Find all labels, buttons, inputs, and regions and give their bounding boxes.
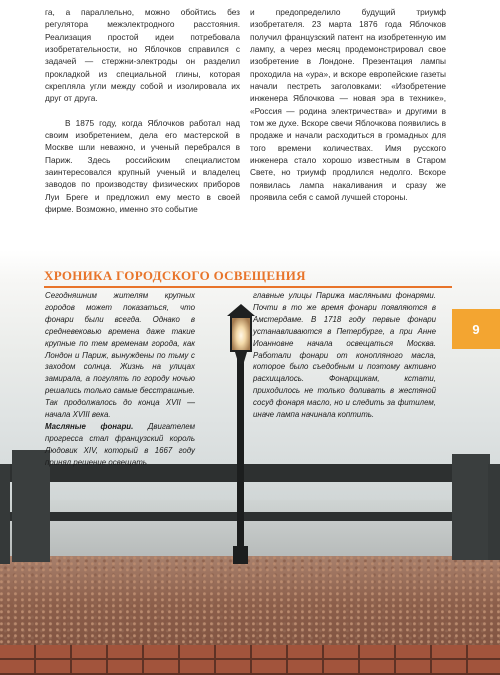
title-underline	[44, 286, 452, 288]
fence-post	[0, 464, 10, 564]
sidebar-text-left	[45, 290, 195, 469]
main-text	[0, 6, 500, 250]
paragraph-text: Двигателем прогресса стал французский король Людовик XIV, который в 1667 году принял решение освещать	[45, 421, 195, 467]
foggy-water	[0, 500, 500, 560]
page-number: 9	[452, 309, 500, 349]
fence-rail	[0, 512, 500, 521]
subheading: Масляные фонари.	[45, 421, 134, 431]
section-title: ХРОНИКА ГОРОДСКОГО ОСВЕЩЕНИЯ	[44, 268, 306, 283]
text-column-right	[250, 6, 446, 204]
text-column-left	[45, 6, 240, 216]
lamp-pole	[237, 350, 244, 564]
lamp-base	[233, 546, 248, 564]
paragraph	[45, 421, 195, 469]
fence-post	[488, 464, 500, 560]
brick-pavement	[0, 645, 500, 675]
sidebar-text-right	[253, 290, 436, 421]
paragraph: главные улицы Парижа масляными фонарями. Почти в то же время фонари появляются в Амстердаме. В 1718 году первые фонари устанавливаются в Петербурге, а при Анне Иоанновне начала освещаться Москва. Работали фонари от конопляного масла, которое было съедобным и поэтому активно расхищалось. Фонарщикам, кстати, приходилось не только доливать в жестяной сосуд фонаря масло, но и следить за фитилем, иначе лампа начинала коптить.	[253, 291, 436, 420]
paragraph: и предопределило будущий триумф изобретателя. 23 марта 1876 года Яблочков получил французский патент на изобретенную им лампу, а через месяц продемонстрировал свое изобретение в Лондоне. Презентация лампы проходила на «ура», и вскоре европейские газеты начали пестреть заголовками: «Изобретение инженера Яблочкова — новая эра в технике», «Россия — родина электричества» и другими в том же духе. Вскоре свечи Яблочкова появились в продаже и начали расходиться в громадных для того времени количествах. Имя русского инженера стало хорошо известным в Старом Свете, но триумф продлился недолго. Вскоре появилась лампа накаливания и сразу же проявила себя с самой лучшей стороны.	[250, 7, 446, 203]
paragraph: га, а параллельно, можно обойтись без регулятора межэлектродного расстояния. Реализация простой идеи потребовала изобретательности, но Яблочков справился с задачей — стержни-электроды он разделил прокладкой из специальной глины, которая скрепляла угли между собой и изолировала их друг от друга.	[45, 7, 240, 104]
paragraph: В 1875 году, когда Яблочков работал над своим изобретением, дела его мастерской в Москве шли неважно, и ученый перебрался в Париж. Здесь российским специалистом заинтересовался крупный ученый и владелец заводов по производству физических приборов Луи Бреге и предложил ему место в своей фирме. Возможно, именно это событие	[45, 117, 240, 215]
paragraph: Сегодняшним жителям крупных городов может показаться, что фонари были всегда. Однако в средневековью времена даже такие крупные по тем временам города, как Лондон и Париж, вынуждены по тьму с заходом солнца. Жизнь на улицах замирала, а погулять по городу ночью решались только самые бесстрашные. Так продолжалось до конца XVII — начала XVIII века.	[45, 291, 195, 420]
fence-post	[452, 454, 490, 560]
